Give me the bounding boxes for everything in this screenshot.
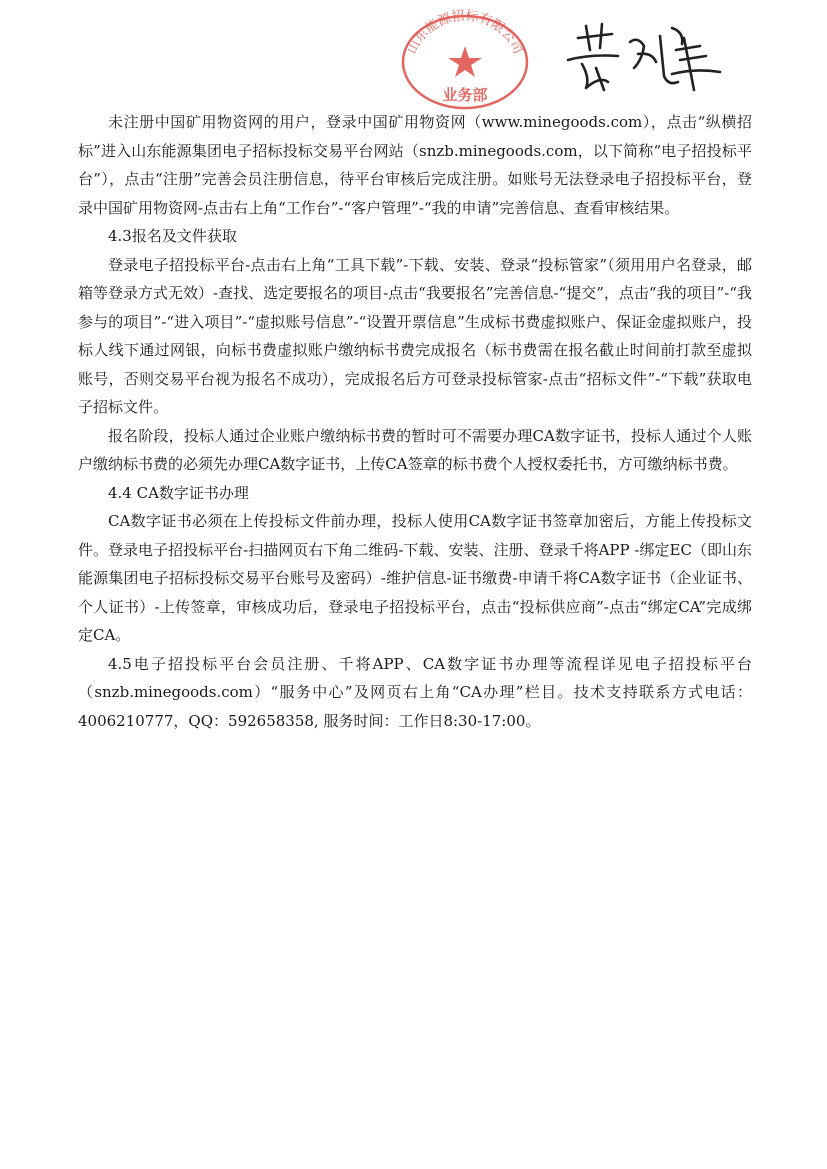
company-seal xyxy=(395,4,535,112)
paragraph-support-contact: 4.5电子招投标平台会员注册、千将APP、CA数字证书办理等流程详见电子招投标平台（snzb.minegoods.com）“服务中心”及网页右上角“CA办理”栏目。技术支持联系方式电话： 4006210777，QQ：592658358, 服务时间：工作日8:30-17:00。 xyxy=(78,654,752,730)
paragraph-ca-certificate: CA数字证书必须在上传投标文件前办理，投标人使用CA数字证书签章加密后，方能上传投标文件。登录电子招投标平台-扫描网页右下角二维码-下载、安装、注册、登录千将APP -绑定EC（即山东能源集团电子招标投标交易平台账号及密码）-维护信息-证书缴费-申请千将CA数字证书（企业证书、个人证书）-上传签章，审核成功后，登录电子招投标平台，点击“投标供应商”-点击“绑定CA”完成绑定CA。 xyxy=(78,512,752,644)
paragraph-signup-download: 登录电子招投标平台-点击右上角“工具下载”-下载、安装、登录“投标管家”（须用用户名登录，邮箱等登录方式无效）-查找、选定要报名的项目-点击“我要报名”完善信息-“提交”，点击“我的项目”-“我参与的项目”-“进入项目”-“虚拟账号信息”-“设置开票信息”生成标书费虚拟账户、保证金虚拟账户，投标人线下通过网银，向标书费虚拟账户缴纳标书费完成报名（标书费需在报名截止时间前打款至虚拟账号，否则交易平台视为报名不成功），完成报名后方可登录投标管家-点击“招标文件”-“下载”获取电子招标文件。 xyxy=(78,255,752,416)
document-body xyxy=(78,108,752,735)
seal-org-name: 山东能源招标有限公司 xyxy=(404,8,526,57)
paragraph-signup-stage: 报名阶段，投标人通过企业账户缴纳标书费的暂时可不需要办理CA数字证书，投标人通过个人账户缴纳标书费的必须先办理CA数字证书，上传CA签章的标书费个人授权委托书，方可缴纳标书费。 xyxy=(78,426,752,473)
section-heading-4-4: 4.4 CA数字证书办理 xyxy=(108,483,249,502)
paragraph-registration: 未注册中国矿用物资网的用户，登录中国矿用物资网（www.minegoods.com），点击“纵横招标”进入山东能源集团电子招标投标交易平台网站（snzb.minegoods.com，以下简称“电子招投标平台”），点击“注册”完善会员注册信息，待平台审核后完成注册。如账号无法登录电子招投标平台，登录中国矿用物资网-点击右上角“工作台”-“客户管理”-“我的申请”完善信息、查看审核结果。 xyxy=(78,113,752,217)
section-heading-4-3: 4.3报名及文件获取 xyxy=(108,227,237,245)
seal-dept: 业务部 xyxy=(442,86,488,104)
seal-star-icon xyxy=(448,46,482,77)
handwritten-signature xyxy=(560,16,730,102)
